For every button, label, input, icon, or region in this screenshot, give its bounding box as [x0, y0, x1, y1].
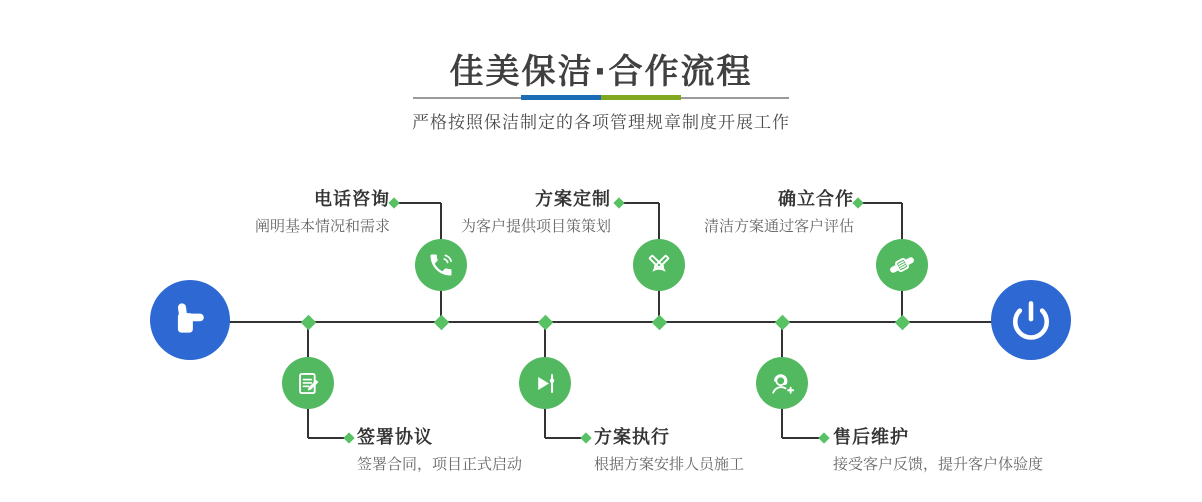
step-desc: 为客户提供项目策策划 — [460, 217, 611, 235]
play-slider-icon — [532, 370, 559, 397]
page-title: 佳美保洁·合作流程 — [449, 52, 753, 92]
step-icon-circle-aftersale — [756, 357, 808, 409]
junction-diamond — [774, 314, 790, 330]
step-icon-circle-sign — [282, 357, 334, 409]
step-desc: 清洁方案通过客户评估 — [703, 217, 854, 235]
step-title: 方案定制 — [535, 189, 611, 210]
phone-icon — [427, 251, 455, 279]
step-label-cooperate — [704, 189, 854, 235]
sign-document-icon — [295, 370, 322, 397]
headset-person-icon — [768, 369, 797, 398]
step-title: 电话咨询 — [314, 189, 390, 210]
connector-line — [861, 202, 902, 204]
step-title: 售后维护 — [833, 427, 909, 448]
point-right-icon — [167, 297, 213, 343]
label-diamond — [613, 197, 624, 208]
pencils-icon — [644, 250, 674, 280]
step-desc: 签署合同，项目正式启动 — [357, 455, 523, 473]
junction-diamond — [433, 314, 449, 330]
step-icon-circle-execute — [519, 357, 571, 409]
step-label-sign — [357, 427, 522, 473]
divider-accent-green — [601, 95, 681, 100]
label-diamond — [580, 432, 591, 443]
label-diamond — [343, 432, 354, 443]
step-title: 签署协议 — [357, 427, 433, 448]
divider-accent — [521, 95, 681, 100]
step-desc: 阐明基本情况和需求 — [254, 217, 390, 235]
connector-line — [397, 202, 441, 204]
step-title: 方案执行 — [594, 427, 670, 448]
power-icon — [1010, 299, 1052, 341]
timeline-end-node — [991, 280, 1071, 360]
junction-diamond — [651, 314, 667, 330]
step-icon-circle-cooperate — [876, 239, 928, 291]
step-title: 确立合作 — [778, 189, 854, 210]
step-desc: 根据方案安排人员施工 — [594, 455, 745, 473]
step-label-plan — [461, 189, 611, 235]
timeline-start-node — [150, 280, 230, 360]
junction-diamond — [537, 314, 553, 330]
title-divider — [413, 95, 789, 101]
step-icon-circle-phone — [415, 239, 467, 291]
step-icon-circle-plan — [633, 239, 685, 291]
step-label-phone — [255, 189, 390, 235]
page-subtitle: 严格按照保洁制定的各项管理规章制度开展工作 — [412, 113, 790, 133]
divider-accent-blue — [521, 95, 601, 100]
step-label-aftersale — [833, 427, 1043, 473]
handshake-icon — [886, 249, 918, 281]
step-desc: 接受客户反馈，提升客户体验度 — [833, 455, 1044, 473]
junction-diamond — [894, 314, 910, 330]
label-diamond — [388, 197, 399, 208]
label-diamond — [852, 197, 863, 208]
label-diamond — [818, 432, 829, 443]
step-label-execute — [594, 427, 744, 473]
connector-line — [619, 202, 659, 204]
junction-diamond — [300, 314, 316, 330]
